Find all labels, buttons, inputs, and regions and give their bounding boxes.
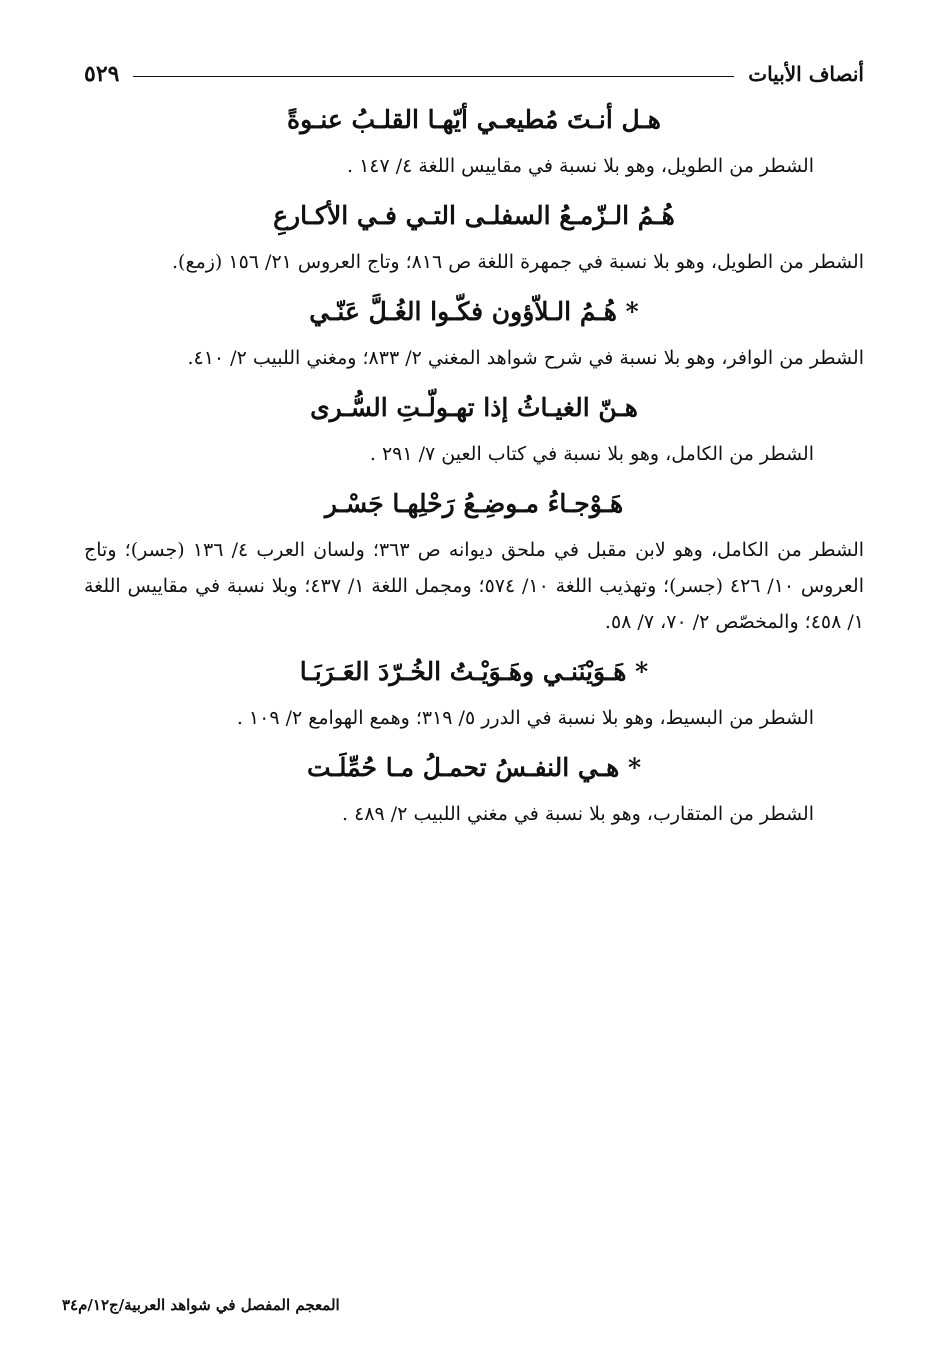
verse: * هـي النفـسُ تحمـلُ مـا حُمِّلَـت [306, 753, 642, 782]
entry-7 [84, 748, 864, 832]
verse-note: الشطر من البسيط، وهو بلا نسبة في الدرر ٥/ ٣١٩؛ وهمع الهوامع ٢/ ١٠٩ . [236, 707, 814, 729]
entry-5 [84, 484, 864, 640]
verse: هـل أنـتَ مُطيعـي أيّهـا القلـبُ عنـوةً [287, 105, 661, 134]
page-number: ٥٢٩ [84, 61, 120, 87]
running-title: أنصاف الأبيات [748, 62, 864, 86]
verse: * هَـوَيْنَنـي وهَـوَيْـتُ الخُـرّدَ العَـرَبَـا [299, 657, 649, 686]
verse-note: الشطر من المتقارب، وهو بلا نسبة في مغني اللبيب ٢/ ٤٨٩ . [342, 803, 814, 825]
entry-4 [84, 388, 864, 472]
entry-2 [84, 196, 864, 280]
page-header [84, 56, 864, 92]
verse-note: الشطر من الطويل، وهو بلا نسبة في مقاييس اللغة ٤/ ١٤٧ . [347, 155, 814, 177]
entry-3 [84, 292, 864, 376]
verse-note: الشطر من الوافر، وهو بلا نسبة في شرح شواهد المغني ٢/ ٨٣٣؛ ومغني اللبيب ٢/ ٤١٠. [187, 347, 864, 369]
verse: هُـمُ الـزّمـعُ السفلـى التـي فـي الأكـارعِ [273, 201, 675, 230]
page-footer: المعجم المفصل في شواهد العربية/ج١٢/م٣٤ [62, 1296, 340, 1314]
entry-6 [84, 652, 864, 736]
verse: هَـوْجـاءُ مـوضِـعُ رَحْلِهـا جَسْـر [324, 489, 624, 518]
verse: هـنّ الغيـاثُ إذا تهـولّـتِ السُّـرى [310, 393, 638, 422]
verse: * هُـمُ الـلاّؤون فكّـوا الغُـلَّ عَنّـي [309, 297, 639, 326]
page-body [84, 100, 864, 844]
entry-1 [84, 100, 864, 184]
verse-note: الشطر من الكامل، وهو بلا نسبة في كتاب العين ٧/ ٢٩١ . [369, 443, 814, 465]
verse-note: الشطر من الكامل، وهو لابن مقبل في ملحق ديوانه ص ٣٦٣؛ ولسان العرب ٤/ ١٣٦ (جسر)؛ وتاج العروس ١٠/ ٤٢٦ (جسر)؛ وتهذيب اللغة ١٠/ ٥٧٤؛ ومجمل اللغة ١/ ٤٣٧؛ وبلا نسبة في مقاييس اللغة ١/ ٤٥٨؛ والمخصّص ٢/ ٧٠، ٧/ ٥٨. [84, 539, 865, 633]
header-rule [133, 76, 734, 77]
verse-note: الشطر من الطويل، وهو بلا نسبة في جمهرة اللغة ص ٨١٦؛ وتاج العروس ٢١/ ١٥٦ (زمع). [172, 251, 864, 273]
